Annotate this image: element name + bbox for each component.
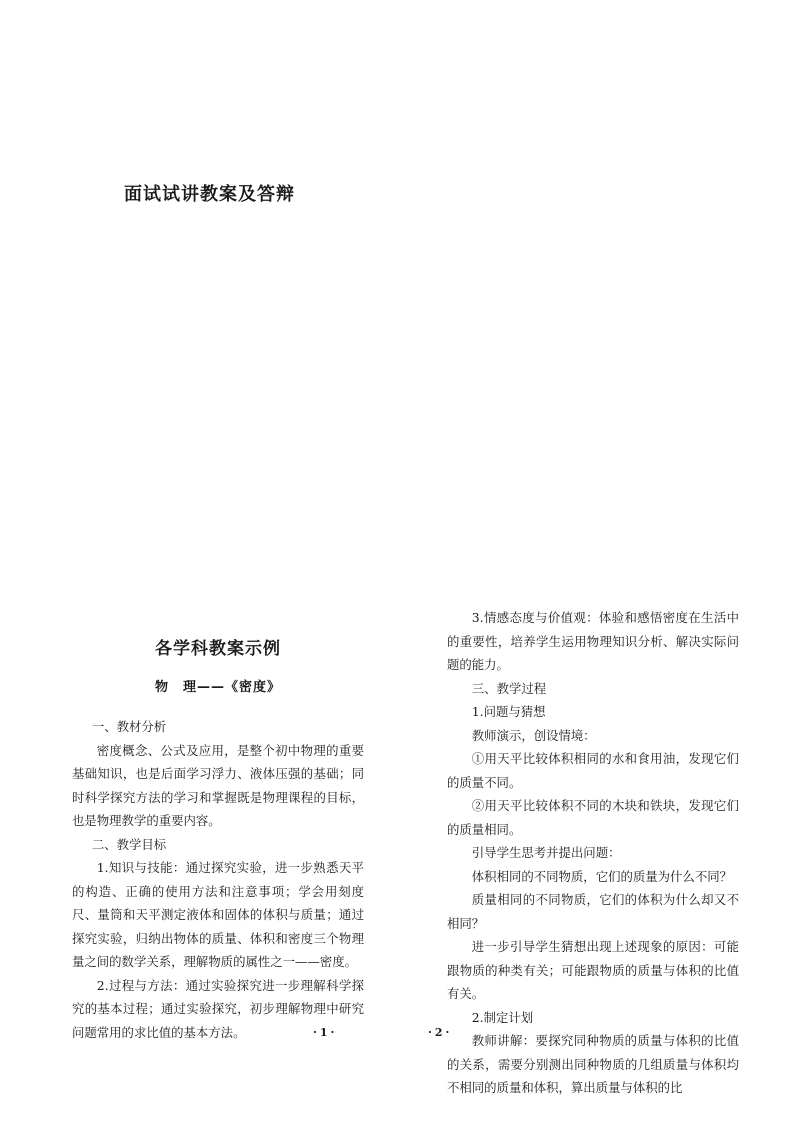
section-title: 各学科教案示例 [155, 639, 281, 659]
paragraph: 三、教学过程 [471, 680, 547, 696]
paragraph: 引导学生思考并提出问题： [471, 845, 621, 860]
paragraph: 2.过程与方法：通过实验探究进一步理解科学探究的基本过程；通过实验探究，初步理解物理中研究问题常用的求比值的基本方法。 [72, 977, 364, 1040]
paragraph: ①用天平比较体积相同的水和食用油，发现它们的质量不同。 [447, 751, 739, 790]
paragraph: ②用天平比较体积不同的木块和铁块，发现它们的质量相同。 [447, 798, 739, 837]
page-number-right: ·2· [428, 1026, 453, 1039]
paragraph: 质量相同的不同物质，它们的体积为什么却又不相同？ [447, 892, 739, 931]
paragraph: 1.问题与猜想 [471, 704, 546, 719]
book-title: 面试试讲教案及答辩 [124, 184, 295, 205]
paragraph: 一、教材分析 [91, 719, 167, 734]
paragraph: 二、教学目标 [91, 836, 167, 852]
paragraph: 体积相同的不同物质，它们的质量为什么不同？ [471, 868, 732, 884]
paragraph: 教师演示，创设情境： [471, 727, 596, 743]
subject-title: 物 理——《密度》 [154, 679, 281, 695]
paragraph: 密度概念、公式及应用，是整个初中物理的重要基础知识，也是后面学习浮力、液体压强的基础；同时科学探究方法的学习和掌握既是物理课程的目标，也是物理教学的重要内容。 [72, 742, 364, 828]
paragraph: 教师讲解：要探究同种物质的质量与体积的比值的关系，需要分别测出同种物质的几组质量与体积均不相同的质量和体积，算出质量与体积的比 [447, 1033, 739, 1095]
paragraph: 1.知识与技能：通过探究实验，进一步熟悉天平的构造、正确的使用方法和注意事项；学会用刻度尺、量筒和天平测定液体和固体的体积与质量；通过探究实验，归纳出物体的质量、体积和密度三个物理量之间的数学关系，理解物质的属性之一——密度。 [72, 860, 364, 969]
paragraph: 3.情感态度与价值观：体验和感悟密度在生活中的重要性，培养学生运用物理知识分析、解决实际问题的能力。 [447, 610, 739, 672]
page-number-left: ·1· [313, 1026, 338, 1039]
paragraph: 进一步引导学生猜想出现上述现象的原因：可能跟物质的种类有关；可能跟物质的质量与体积的比值有关。 [447, 939, 739, 1001]
paragraph: 2.制定计划 [471, 1009, 534, 1025]
left-column [72, 606, 364, 1044]
right-column [447, 606, 739, 1100]
